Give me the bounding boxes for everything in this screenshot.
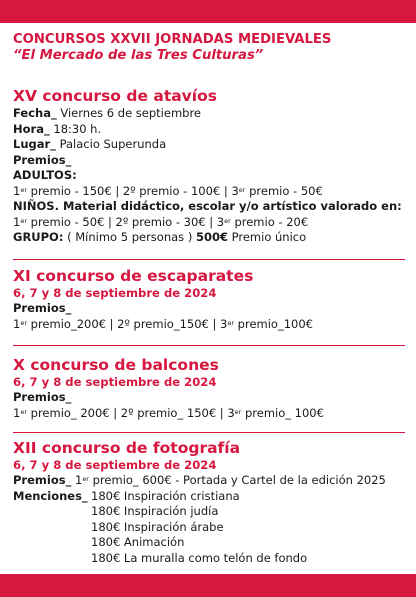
- prize-text: premio_200€ | 2º premio_150€ | 3: [27, 316, 228, 331]
- ordinal-suffix: er: [238, 185, 246, 194]
- bottom-color-band: [0, 574, 416, 597]
- ordinal-suffix: er: [20, 216, 27, 225]
- fecha-line: [13, 106, 402, 122]
- top-color-band: [0, 0, 416, 23]
- grupo-line: [13, 230, 402, 246]
- prize-text: premio_100€: [234, 316, 313, 331]
- ordinal-suffix: er: [227, 318, 235, 327]
- mencion-item: 180€ Inspiración cristiana: [91, 488, 240, 503]
- hora-line: [13, 122, 402, 138]
- prize-text: premio - 150€ | 2º premio - 100€ | 3: [27, 183, 239, 198]
- ordinal-suffix: er: [20, 407, 27, 416]
- adultos-label: ADULTOS:: [13, 168, 77, 182]
- prize-text: premio - 50€: [245, 183, 323, 198]
- premios-label: Premios_: [13, 301, 72, 315]
- ordinal-suffix: er: [234, 407, 242, 416]
- prize-text: premio_ 100€: [241, 405, 324, 420]
- section-date: 6, 7 y 8 de septiembre de 2024: [13, 458, 217, 472]
- section-title-balcones: X concurso de balcones: [13, 356, 219, 374]
- hora-label: Hora_: [13, 121, 50, 136]
- prize-text: premio - 50€ | 2º premio - 30€ | 3: [27, 214, 225, 229]
- ninos-label: NIÑOS. Material didáctico, escolar y/o artístico valorado en:: [13, 199, 402, 213]
- mencion-item: 180€ Inspiración árabe: [91, 519, 224, 534]
- escaparates-prizes: [13, 317, 313, 333]
- ordinal-suffix: er: [82, 475, 89, 483]
- mencion-item: 180€ La muralla como telón de fondo: [91, 550, 308, 565]
- prize-text: premio - 20€: [230, 214, 309, 229]
- balcones-prizes: [13, 406, 324, 422]
- prize-ordinal: 1: [13, 214, 21, 229]
- hora-value: 18:30 h.: [49, 121, 102, 136]
- header-title: CONCURSOS XXVII JORNADAS MEDIEVALES: [13, 32, 332, 47]
- premios-label: Premios_: [13, 152, 72, 167]
- section-divider: [13, 432, 405, 433]
- lugar-label: Lugar_: [13, 137, 56, 151]
- section-escaparates: [13, 267, 313, 332]
- fecha-value: Viernes 6 de septiembre: [56, 106, 201, 120]
- grupo-rest: Premio único: [227, 230, 307, 244]
- section-fotografia: [13, 439, 386, 566]
- section-balcones: [13, 356, 324, 421]
- fecha-label: Fecha_: [13, 106, 57, 120]
- lugar-line: [13, 137, 402, 153]
- section-title-fotografia: XII concurso de fotografía: [13, 439, 241, 457]
- premios-label: Premios_: [13, 390, 72, 404]
- menciones-label: Menciones_: [13, 488, 88, 503]
- grupo-amount: 500€: [195, 230, 228, 244]
- mencion-item: 180€ Inspiración judía: [91, 504, 219, 518]
- premios-label: Premios_: [13, 473, 72, 487]
- section-divider: [13, 259, 405, 260]
- section-title-escaparates: XI concurso de escaparates: [13, 267, 254, 285]
- fotografia-premios: [13, 473, 386, 489]
- section-atavios: [13, 87, 402, 246]
- prize-ordinal: 1: [13, 405, 21, 420]
- lugar-value: Palacio Superunda: [55, 137, 167, 151]
- ninos-prizes: [13, 215, 402, 231]
- prize-text: premio_ 600€ - Portada y Cartel de la edición 2025: [88, 473, 386, 487]
- grupo-label: GRUPO:: [13, 230, 64, 244]
- mencion-item: 180€ Animación: [91, 535, 185, 549]
- section-date: 6, 7 y 8 de septiembre de 2024: [13, 286, 217, 300]
- header-subtitle: “El Mercado de las Tres Culturas”: [13, 48, 264, 63]
- ordinal-suffix: er: [224, 216, 231, 225]
- ordinal-suffix: er: [20, 318, 27, 327]
- section-title-atavios: XV concurso de atavíos: [13, 87, 217, 105]
- prize-ordinal: 1: [71, 473, 83, 487]
- adultos-prizes: [13, 184, 402, 200]
- prize-ordinal: 1: [13, 183, 21, 198]
- ordinal-suffix: er: [20, 185, 27, 194]
- section-date: 6, 7 y 8 de septiembre de 2024: [13, 375, 217, 389]
- section-divider: [13, 345, 405, 346]
- document-header: [13, 32, 331, 64]
- menciones-block: [13, 489, 386, 567]
- prize-ordinal: 1: [13, 316, 21, 331]
- prize-text: premio_ 200€ | 2º premio_ 150€ | 3: [27, 405, 235, 420]
- grupo-text: ( Mínimo 5 personas ): [63, 230, 196, 244]
